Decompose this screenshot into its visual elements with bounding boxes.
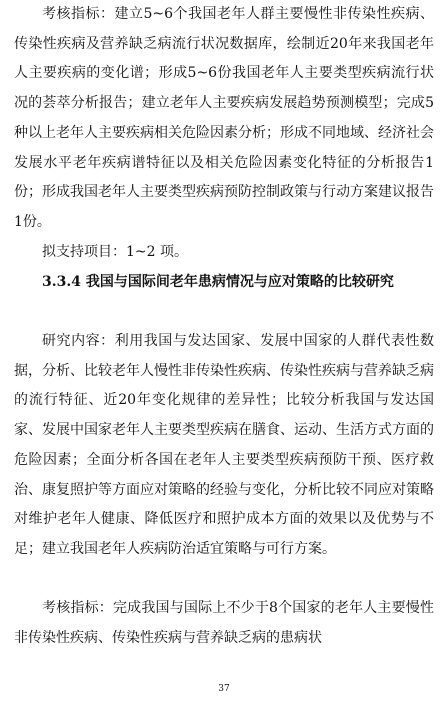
research-content-paragraph: 研究内容：利用我国与发达国家、发展中国家的人群代表性数据，分析、比较老年人慢性非传染性疾病、传染性疾病与营养缺乏病的流行特征、近20年变化规律的差异性；比较分析我国与发达国家、发展中国家老年人主要类型疾病在膳食、运动、生活方式方面的危险因素；全面分析各国在老年人主要类型疾病预防干预、医疗救治、康复照护等方面应对策略的经验与变化，分析比较不同应对策略对维护老年人健康、降低医疗和照护成本方面的效果以及优势与不足；建立我国老年人疾病防治适宜策略与可行方案。 xyxy=(14,333,434,557)
section-heading: 3.3.4 我国与国际间老年患病情况与应对策略的比较研究 xyxy=(42,274,394,290)
page-number: 37 xyxy=(218,684,230,694)
support-projects-paragraph: 拟支持项目：1~2 项。 xyxy=(42,244,188,260)
assessment-paragraph: 考核指标：建立5~6个我国老年人群主要慢性非传染性疾病、传染性疾病及营养缺乏病流行状况数据库，绘制近20年来我国老年人主要疾病的变化谱；形成5~6份我国老年人主要类型疾病流行状况的荟萃分析报告；建立老年人主要疾病发展趋势预测模型；完成5种以上老年人主要疾病相关危险因素分析；形成不同地域、经济社会发展水平老年疾病谱特征以及相关危险因素变化特征的分析报告1份；形成我国老年人主要类型疾病预防控制政策与行动方案建议报告1份。 xyxy=(14,6,434,230)
assessment-paragraph-continued: 考核指标：完成我国与国际上不少于8个国家的老年人主要慢性非传染性疾病、传染性疾病与营养缺乏病的患病状 xyxy=(14,600,434,646)
